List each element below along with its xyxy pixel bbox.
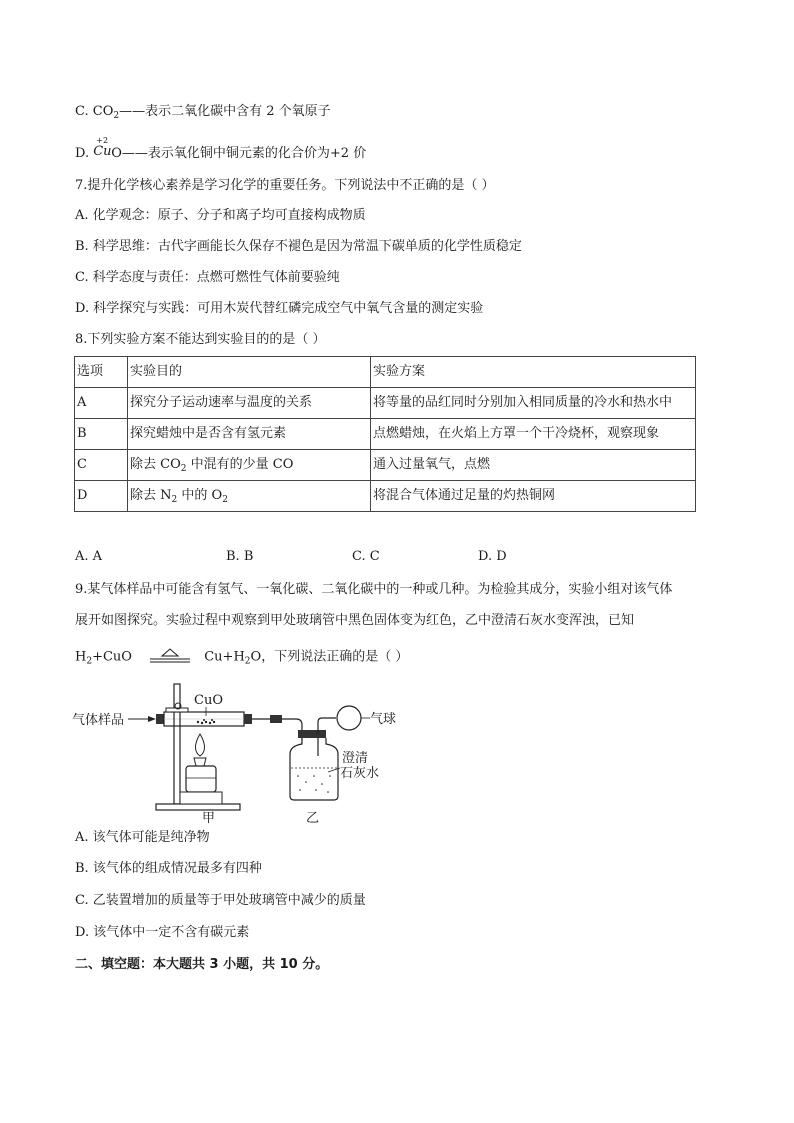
q7-option-a: A. 化学观念：原子、分子和离子均可直接构成物质 [75, 208, 366, 223]
q7-option-c: C. 科学态度与责任：点燃可燃性气体前要验纯 [75, 270, 340, 285]
q7-option-d: D. 科学探究与实践：可用木炭代替红磷完成空气中氧气含量的测定实验 [75, 301, 484, 316]
valence-notation: +2 Cu [93, 136, 112, 159]
q9-stem-line2: 展开如图探究。实验过程中观察到甲处玻璃管中黑色固体变为红色，乙中澄清石灰水变浑浊，已知 [75, 613, 635, 628]
q9-equation: $H_2+CuO$ $Cu+H_2O$，下列说法正确的是（ ） [75, 649, 409, 667]
alcohol-lamp [180, 734, 222, 804]
limewater-bottle [290, 730, 338, 800]
q9-option-d: D. 该气体中一定不含有碳元素 [75, 925, 250, 940]
q6-option-c: C. $CO_2——$表示二氧化碳中含有 2 个氧原子 [75, 104, 331, 121]
q8-stem: 8.下列实验方案不能达到实验目的的是（ ） [75, 332, 326, 347]
q9-option-c: C. 乙装置增加的质量等于甲处玻璃管中减少的质量 [75, 893, 366, 908]
gas-sample-label: 气体样品 [72, 713, 125, 728]
heating-equals-icon [148, 648, 192, 666]
q9-stem-line1: 9.某气体样品中可能含有氢气、一氧化碳、二氧化碳中的一种或几种。为检验其成分，实验小组对该气体 [75, 582, 673, 597]
q8-table [74, 356, 696, 512]
goal-cell: 除去 $N_2$ 中的 $O_2$ [128, 481, 371, 512]
q6-option-d: D. +2 Cu O——表示氧化铜中铜元素的化合价为+2 价 [75, 136, 367, 161]
answer-b: B. B [226, 549, 254, 564]
table-row: A 探究分子运动速率与温度的关系 将等量的品红同时分别加入相同质量的冷水和热水中 [75, 388, 696, 419]
answer-a: A. A [75, 549, 103, 564]
q9-option-b: B. 该气体的组成情况最多有四种 [75, 861, 262, 876]
q7-option-b: B. 科学思维：古代字画能长久保存不褪色是因为常温下碳单质的化学性质稳定 [75, 239, 522, 254]
limewater-label-1: 澄清 [342, 751, 369, 766]
q9-option-a: A. 该气体可能是纯净物 [75, 830, 210, 845]
table-row: B 探究蜡烛中是否含有氢元素 点燃蜡烛，在火焰上方罩一个干冷烧杯，观察现象 [75, 419, 696, 450]
header-plan: 实验方案 [371, 357, 696, 388]
q7-stem: 7.提升化学核心素养是学习化学的重要任务。下列说法中不正确的是（ ） [75, 178, 495, 193]
label-jia: 甲 [202, 811, 216, 826]
q8-answer-options [75, 549, 675, 567]
cuo-powder [197, 719, 215, 724]
limewater-label-2: 石灰水 [340, 766, 380, 781]
header-goal: 实验目的 [128, 357, 371, 388]
section-2-heading: 二、填空题：本大题共 3 小题，共 10 分。 [75, 957, 329, 972]
answer-c: C. C [352, 549, 380, 564]
experiment-apparatus-figure [70, 678, 430, 826]
table-header-row [75, 357, 696, 388]
goal-cell: 除去 $CO_2$ 中混有的少量 CO [128, 450, 371, 481]
balloon-label: 气球 [370, 712, 397, 727]
table-row: C 除去 $CO_2$ 中混有的少量 CO 通入过量氧气，点燃 [75, 450, 696, 481]
label-yi: 乙 [306, 811, 320, 826]
answer-d: D. D [478, 549, 507, 564]
balloon-icon [337, 706, 361, 730]
table-row: D 除去 $N_2$ 中的 $O_2$ 将混合气体通过足量的灼热铜网 [75, 481, 696, 512]
header-option: 选项 [75, 357, 128, 388]
cuo-label: CuO [194, 693, 223, 708]
